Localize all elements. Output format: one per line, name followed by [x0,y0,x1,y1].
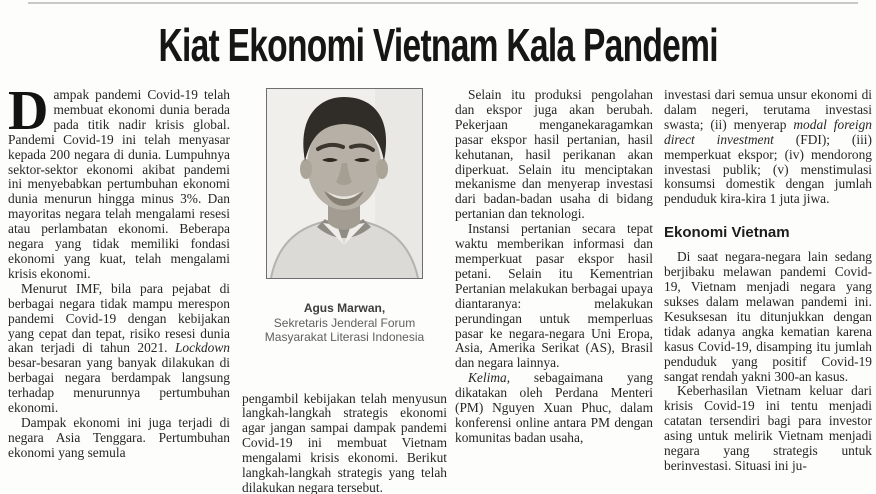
text-run: Instansi pertanian secara tepat waktu memberikan informasi dan memperkuat pasar ekspor hasil petani. Selain itu Kementrian Pertanian melakukan berbagai upaya diantaranya: melakukan perundingan untuk memperluas pasar ke negara-negara Uni Eropa, Asia, Amerika Serikat (AS), Brasil dan negara lainnya. [455,221,653,371]
text-run: Menurut IMF, bila para pejabat di berbagai negara tidak mampu merespon pandemi Covid-19 dengan kebijakan yang cepat dan tepat, risiko resesi dunia akan terjadi di tahun 2021. [8,280,230,356]
paragraph [242,392,447,494]
paragraph [8,88,230,282]
text-run: Dampak ekonomi ini juga terjadi di negara Asia Tenggara. Pertumbuhan ekonomi yang semula [8,414,230,460]
text-run: ampak pandemi Covid-19 telah membuat ekonomi dunia berada pada titik nadir krisis global. Pandemi Covid-19 ini telah menyasar kepada 200 negara di dunia. Lumpuhnya sektor-sektor ekonomi akibat pandemi ini menyebabkan pertumbuhan ekonomi dunia menurun hingga minus 3%. Dan mayoritas negara telah mengalami resesi atau perlambatan ekonomi. Beberapa negara yang tidak memiliki fondasi ekonomi yang kuat, telah mengalami krisis ekonomi. [8,88,230,281]
photo-caption [242,301,447,345]
paragraph [664,250,872,384]
text-run: , sebagaimana yang dikatakan oleh Perdana Menteri (PM) Nguyen Xuan Phuc, dalam konferensi online antara PM dengan komunitas badan usaha, [455,370,653,445]
article-column-4 [664,88,872,494]
paragraph [8,416,230,461]
headline-text: Kiat Ekonomi Vietnam Kala Pandemi [158,19,718,71]
text-run: Selain itu produksi pengolahan dan ekspor juga akan berubah. Pekerjaan menganekaragamkan pasar ekspor hasil pertanian, hasil kehutanan, hasil perikanan akan diperkuat. Selain itu menciptakan mekanisme dan menyerap investasi dari badan-badan usaha di bidang pertanian dan teknologi. [455,88,653,222]
portrait-photo-art [267,89,422,278]
caption-role-line2: Masyarakat Literasi Indonesia [264,330,425,344]
top-rule-divider [28,2,858,4]
text-run: (FDI); (iii) memperkuat ekspor; (iv) mendorong investasi publik; (v) menstimulasi konsumsi domestik dengan jumlah penduduk kira-kira 1 juta jiwa. [664,131,872,207]
column-2-text [242,392,447,494]
portrait-photo [266,88,423,279]
text-run: pengambil kebijakan telah menyusun langkah-langkah strategis ekonomi agar jangan sampai dampak pandemi Covid-19 ini membuat Vietnam mengalami krisis ekonomi. Berikut langkah-langkah strategis yang telah dilakukan negara tersebut. [242,390,447,494]
italic-text-run: Lockdown [174,340,230,356]
paragraph [8,282,230,416]
paragraph [664,88,872,207]
article-column-3 [455,88,653,494]
caption-name: Agus Marwan, [303,301,386,315]
section-subheading: Ekonomi Vietnam [664,224,790,242]
paragraph [455,371,653,446]
text-run: Di saat negara-negara lain sedang berjibaku melawan pandemi Covid-19, Vietnam menjadi negara yang sukses dalam melawan pandemi ini. Kesuksesan itu ditunjukkan dengan tidak adanya angka kematian karena kasus Covid-19, disamping itu jumlah penduduk yang positif Covid-19 sangat rendah yakni 300-an kasus. [664,249,872,384]
text-run: Keberhasilan Vietnam keluar dari krisis Covid-19 ini tentu menjadi catatan tersendiri bagi para investor asing untuk melirik Vietnam menjadi negara yang strategis untuk berinvestasi. Situasi ini ju- [664,383,872,473]
column-4-part2 [664,250,872,474]
article-column-1 [8,88,230,494]
caption-role-line1: Sekretaris Jenderal Forum [273,315,416,330]
paragraph [455,222,653,371]
text-run: investasi dari semua unsur ekonomi di dalam negeri, terutama investasi swasta; (ii) menyerap [664,88,872,132]
article-column-2 [242,88,447,494]
article-headline [0,20,876,70]
italic-text-run: Kelima [468,370,507,386]
text-run: besar-besaran yang banyak dilakukan di berbagai negara berdampak langsung terhadap menurunnya pertumbuhan ekonomi. [8,355,230,416]
column-4-part1 [664,88,872,207]
paragraph [455,88,653,222]
italic-text-run: modal foreign direct investment [664,116,872,147]
drop-cap: D [8,88,49,142]
paragraph [664,384,872,473]
